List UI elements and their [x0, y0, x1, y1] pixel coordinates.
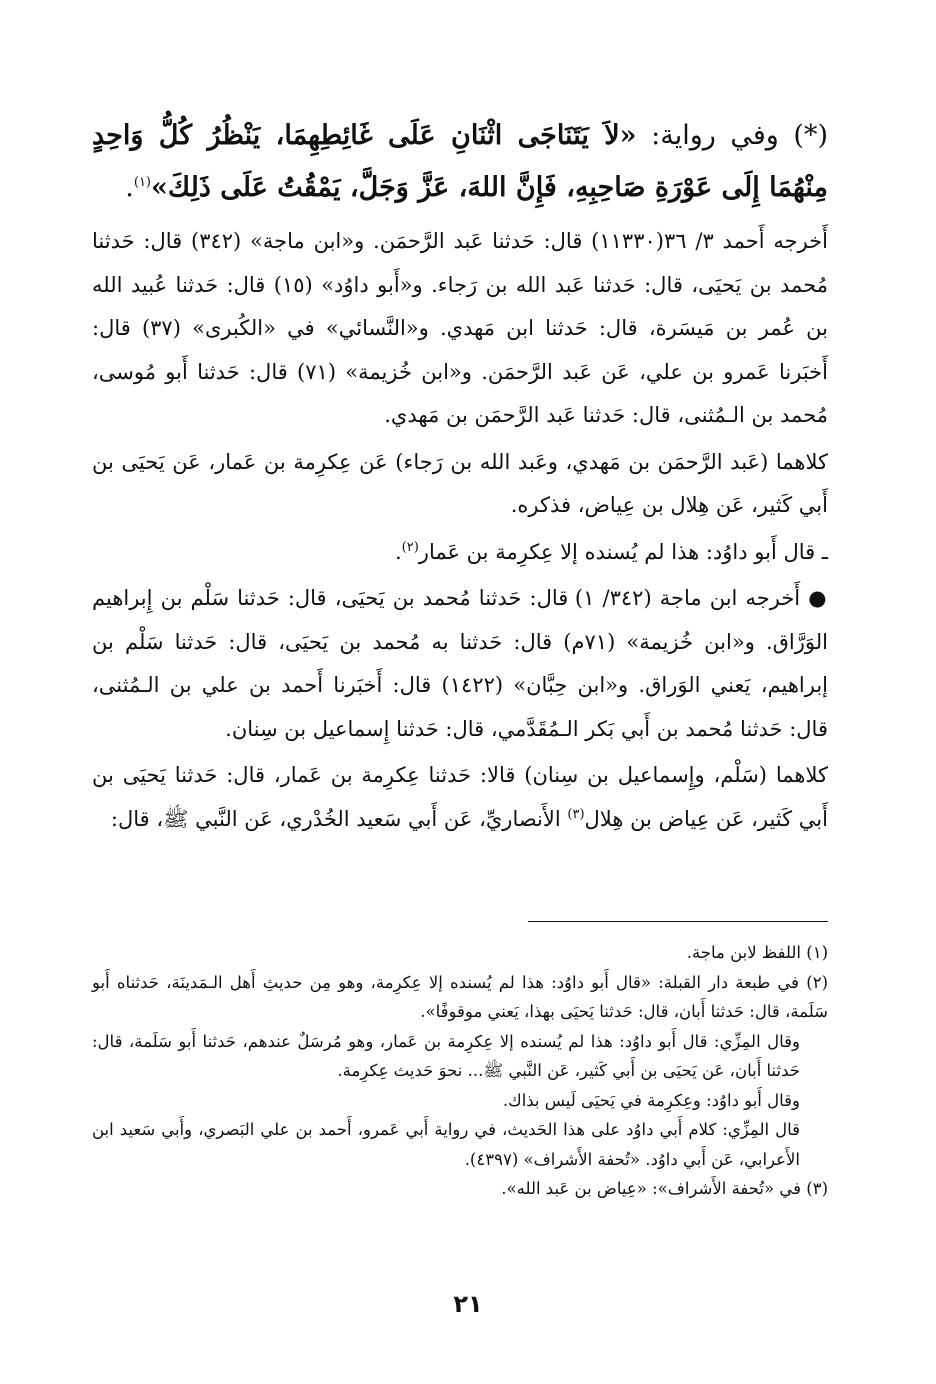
main-text [92, 110, 828, 841]
footnote-2-continuation: قال المِزِّي: كلام أَبي داوُد على هذا الحَديث، في رواية أَبي عَمرو، أَحمد بن علي البَصري، وأَبي سَعيد ابن الأَعرابي، عَن أَبي داوُد. «تُحفة الأَشراف» (٤٣٩٧). [92, 1120, 800, 1169]
remark-end: . [394, 539, 402, 564]
footnotes [92, 938, 828, 1204]
hadith-end: . [125, 172, 134, 203]
takhrij-paragraph: أَخرجه أَحمد ٣/ ٣٦(١١٣٣٠) قال: حَدثنا عَبد الرَّحمَن. و«ابن ماجة» (٣٤٢) قال: حَدثنا مُحمد بن يَحيَى، قال: حَدثنا عَبد الله بن رَجاء. و«أَبو داوُد» (١٥) قال: حَدثنا عُبيد الله بن عُمر بن مَيسَرة، قال: حَدثنا ابن مَهدي. و«النَّسائي» في «الكُبرى» (٣٧) قال: أَخبَرنا عَمرو بن علي، عَن عَبد الرَّحمَن. و«ابن خُزيمة» (٧١) قال: حَدثنا أَبو مُوسى، مُحمد بن الـمُثنى، قال: حَدثنا عَبد الرَّحمَن بن مَهدي. [92, 229, 829, 427]
chain-paragraph: كلاهما (عَبد الرَّحمَن بن مَهدي، وعَبد الله بن رَجاء) عَن عِكرِمة بن عَمار، عَن يَحيَى بن أَبي كَثير، عَن هِلال بن عِياض، فذكره. [92, 449, 828, 517]
hadith-text: «لاَ يَتَنَاجَى اثْنَانِ عَلَى غَائِطِهِمَا، يَنْظُرُ كُلُّ وَاحِدٍ مِنْهُمَا إِلَى عَوْرَةِ صَاحِبِهِ، فَإِنَّ اللهَ، عَزَّ وَجَلَّ، يَمْقُتُ عَلَى ذَلِكَ» [92, 120, 828, 203]
chain-text: كلاهما (سَلْم، وإِسماعيل بن سِنان) قالا: حَدثنا عِكرِمة بن عَمار، قال: حَدثنا يَحيَى بن أَبي كَثير، عَن عِياض بن هِلال [92, 763, 828, 831]
footnote-1: (١) اللفظ لابن ماجة. [686, 943, 828, 962]
footnote-2-continuation: وقال أَبو داوُد: وعِكرِمة في يَحيَى لَيس بذاك. [502, 1090, 800, 1110]
hadith-paragraph [92, 110, 828, 214]
takhrij-paragraph: ● أَخرجه ابن ماجة (٣٤٢/ ١) قال: حَدثنا مُحمد بن يَحيَى، قال: حَدثنا سَلْم بن إِبراهيم الوَرَّاق. و«ابن خُزيمة» (٧١م) قال: حَدثنا به مُحمد بن يَحيَى، قال: حَدثنا سَلْم بن إبراهيم، يَعني الوَراق. و«ابن حِبَّان» (١٤٢٢) قال: أَخبَرنا أَحمد بن علي بن الـمُثنى، قال: حَدثنا مُحمد بن أَبي بَكر الـمُقَدَّمي، قال: حَدثنا إِسماعيل بن سِنان. [92, 586, 828, 741]
chain-paragraph [92, 754, 828, 841]
footnote-3: (٣) في «تُحفة الأَشراف»: «عِياض بن عَبد الله». [501, 1179, 828, 1198]
hadith-lead: (*) وفي رواية: [636, 120, 828, 151]
footnote-ref[interactable]: (١) [133, 175, 151, 190]
page-number: ٢١ [453, 1290, 483, 1318]
remark-text: ـ قال أَبو داوُد: هذا لم يُسنده إلا عِكرِمة بن عَمار [418, 539, 828, 564]
footnote-2: (٢) في طبعة دار القبلة: «قال أَبو داوُد: هذا لم يُسنده إلا عِكرِمة، وهو مِن حديثِ أَهل الـمَدينَة، حَدثناه أَبو سَلَمة، قال: حَدثنا أَبان، قال: حَدثنا يَحيَى بهذا، يَعني موقوفًا». [92, 972, 828, 1021]
abu-dawud-remark [92, 531, 828, 575]
footnote-ref[interactable]: (٣) [567, 806, 585, 822]
footnote-ref[interactable]: (٢) [401, 539, 419, 555]
chain-end: الأَنصاريِّ، عَن أَبي سَعيد الخُدْري، عَن النَّبي ﷺ، قال: [110, 806, 568, 831]
footnote-divider [528, 921, 828, 922]
footnote-2-continuation: وقال المِزِّي: قال أَبو داوُد: هذا لم يُسنده إلا عِكرِمة بن عَمار، وهو مُرسَلٌ عندهم، حَدثنا أَبو سَلَمة، قال: حَدثنا أَبان، عَن يَحيَى بن أَبي كَثير، عَن النَّبي ﷺ... نحوَ حَديث عِكرِمة. [92, 1031, 800, 1080]
